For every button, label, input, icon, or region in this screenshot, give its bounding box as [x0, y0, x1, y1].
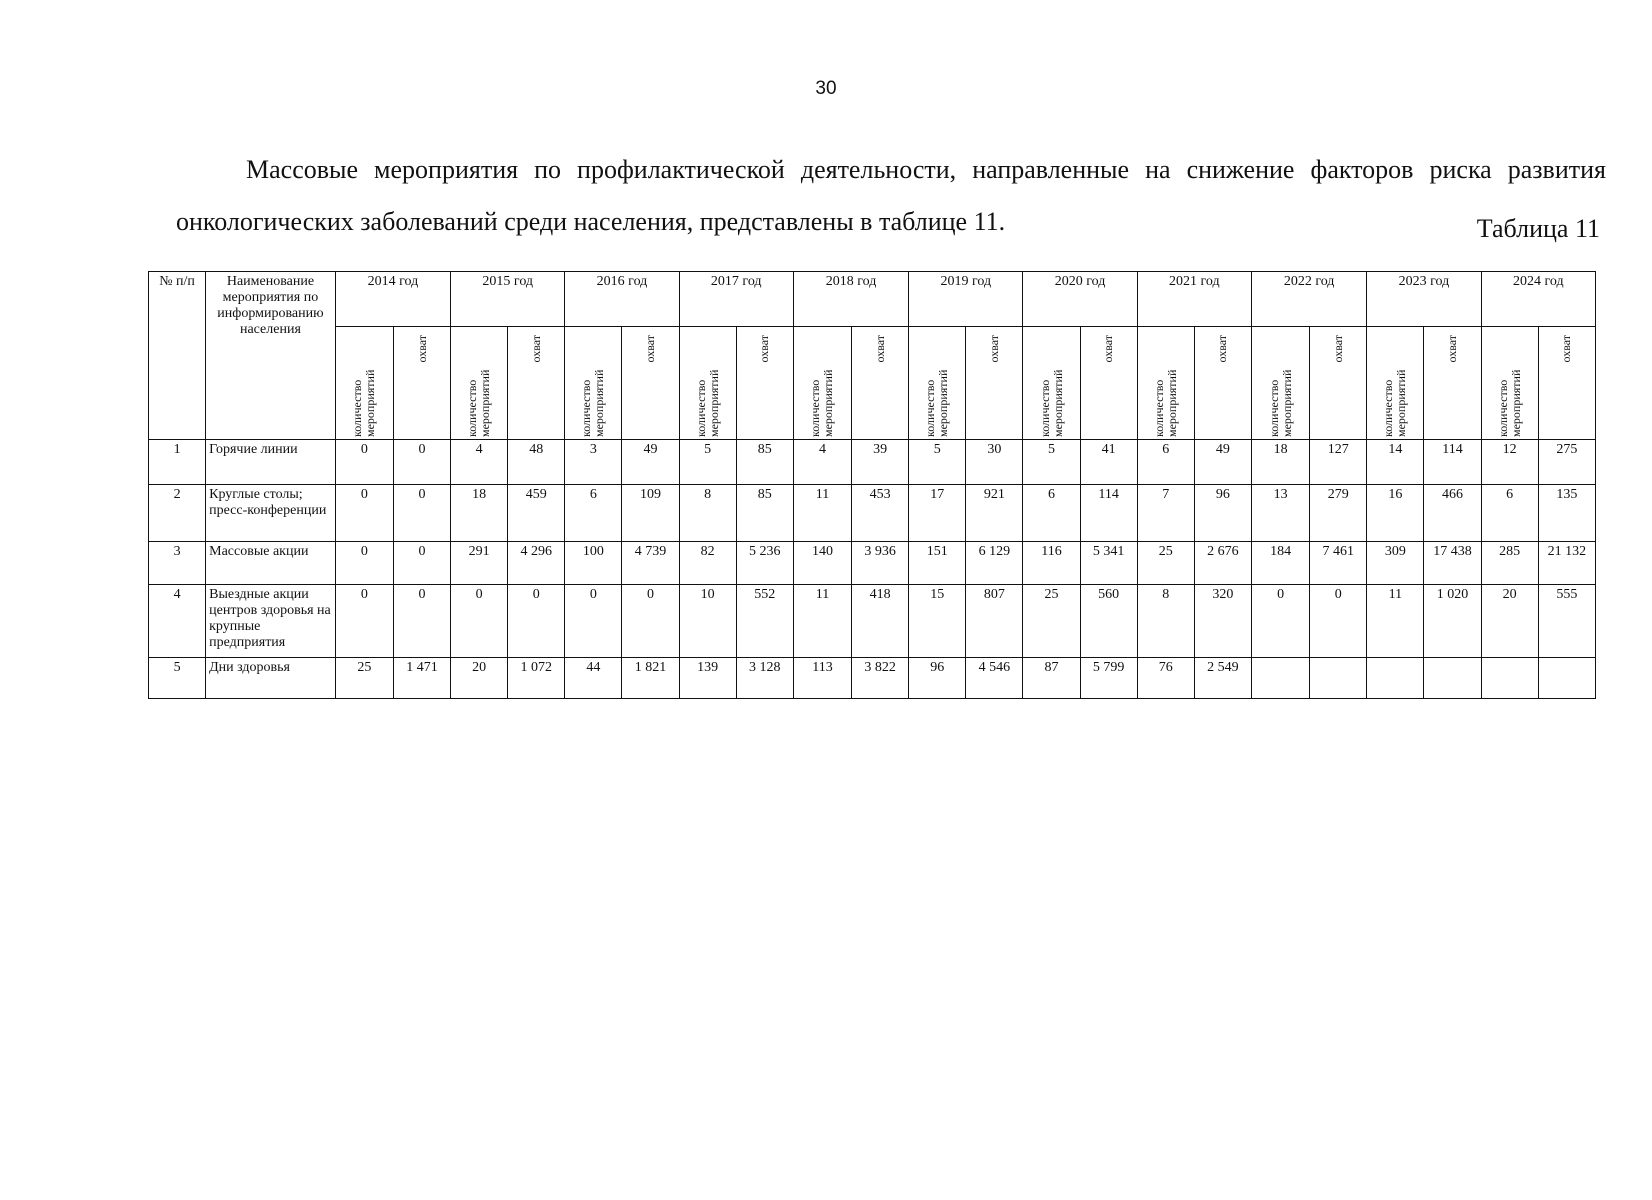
count-cell: 0	[335, 485, 393, 542]
reach-cell: 4 296	[508, 542, 565, 585]
reach-cell: 1 821	[622, 658, 679, 699]
count-subheader	[793, 327, 851, 440]
table-row	[149, 542, 1596, 585]
count-cell: 100	[565, 542, 622, 585]
count-subheader	[451, 327, 508, 440]
reach-cell: 4 546	[966, 658, 1023, 699]
count-cell: 4	[451, 440, 508, 485]
reach-cell: 85	[736, 440, 793, 485]
reach-cell: 921	[966, 485, 1023, 542]
row-name: Выездные акции центров здоровья на крупные предприятия	[206, 585, 336, 658]
year-header: 2021 год	[1137, 272, 1251, 327]
reach-subheader	[622, 327, 679, 440]
count-cell: 8	[1137, 585, 1194, 658]
reach-cell: 0	[393, 485, 450, 542]
count-cell: 6	[1481, 485, 1538, 542]
reach-cell: 30	[966, 440, 1023, 485]
subheader-label: количество мероприятий	[808, 369, 836, 437]
reach-cell: 135	[1538, 485, 1595, 542]
subheader-label: охват	[1444, 335, 1459, 363]
count-cell: 0	[565, 585, 622, 658]
count-cell: 7	[1137, 485, 1194, 542]
count-cell: 0	[451, 585, 508, 658]
subheader-label: охват	[1330, 335, 1345, 363]
count-cell: 12	[1481, 440, 1538, 485]
count-subheader	[335, 327, 393, 440]
count-subheader	[679, 327, 736, 440]
row-number: 4	[149, 585, 206, 658]
reach-subheader	[736, 327, 793, 440]
reach-subheader	[1424, 327, 1481, 440]
count-cell: 16	[1367, 485, 1424, 542]
count-cell: 6	[565, 485, 622, 542]
count-subheader	[909, 327, 966, 440]
col-number-header: № п/п	[149, 272, 206, 440]
reach-cell: 807	[966, 585, 1023, 658]
table-row	[149, 485, 1596, 542]
count-cell: 0	[335, 585, 393, 658]
reach-subheader	[966, 327, 1023, 440]
count-cell: 25	[1023, 585, 1080, 658]
count-cell: 25	[1137, 542, 1194, 585]
count-cell: 6	[1023, 485, 1080, 542]
reach-cell: 41	[1080, 440, 1137, 485]
reach-cell: 114	[1080, 485, 1137, 542]
year-header: 2019 год	[909, 272, 1023, 327]
subheader-label: охват	[986, 335, 1001, 363]
page-number: 30	[815, 78, 837, 99]
subheader-label: количество мероприятий	[1151, 369, 1179, 437]
count-cell: 76	[1137, 658, 1194, 699]
count-cell: 139	[679, 658, 736, 699]
reach-cell: 418	[852, 585, 909, 658]
count-cell: 116	[1023, 542, 1080, 585]
row-name: Круглые столы; пресс-конференции	[206, 485, 336, 542]
subheader-label: охват	[1215, 335, 1230, 363]
subheader-label: количество мероприятий	[579, 369, 607, 437]
subheader-label: количество мероприятий	[693, 369, 721, 437]
reach-cell: 320	[1194, 585, 1251, 658]
reach-cell	[1424, 658, 1481, 699]
reach-cell: 2 676	[1194, 542, 1251, 585]
reach-cell: 109	[622, 485, 679, 542]
subheader-label: охват	[757, 335, 772, 363]
year-header: 2017 год	[679, 272, 793, 327]
row-number: 3	[149, 542, 206, 585]
reach-cell: 21 132	[1538, 542, 1595, 585]
reach-cell: 85	[736, 485, 793, 542]
count-cell: 25	[335, 658, 393, 699]
count-cell: 309	[1367, 542, 1424, 585]
count-cell: 17	[909, 485, 966, 542]
reach-subheader	[393, 327, 450, 440]
count-cell: 0	[1251, 585, 1309, 658]
year-header: 2015 год	[451, 272, 565, 327]
subheader-label: охват	[1559, 335, 1574, 363]
intro-paragraph: Массовые мероприятия по профилактической деятельности, направленные на снижение факторов риска развития онкологических заболеваний среди населения, представлены в таблице 11.	[176, 155, 1606, 236]
events-table	[148, 271, 1596, 699]
count-cell: 20	[1481, 585, 1538, 658]
count-subheader	[1023, 327, 1080, 440]
year-header: 2023 год	[1367, 272, 1481, 327]
count-subheader	[565, 327, 622, 440]
count-subheader	[1251, 327, 1309, 440]
reach-cell: 275	[1538, 440, 1595, 485]
year-header: 2024 год	[1481, 272, 1595, 327]
table-row	[149, 658, 1596, 699]
reach-cell: 1 020	[1424, 585, 1481, 658]
reach-subheader	[852, 327, 909, 440]
subheader-label: количество мероприятий	[1266, 369, 1294, 437]
count-cell: 11	[793, 585, 851, 658]
reach-cell: 49	[1194, 440, 1251, 485]
count-cell: 44	[565, 658, 622, 699]
reach-cell: 1 072	[508, 658, 565, 699]
count-cell: 3	[565, 440, 622, 485]
subheader-label: охват	[528, 335, 543, 363]
reach-cell: 114	[1424, 440, 1481, 485]
count-cell: 0	[335, 542, 393, 585]
reach-cell: 3 128	[736, 658, 793, 699]
row-name: Массовые акции	[206, 542, 336, 585]
reach-cell: 0	[393, 542, 450, 585]
row-name: Горячие линии	[206, 440, 336, 485]
count-cell: 18	[1251, 440, 1309, 485]
reach-cell: 5 799	[1080, 658, 1137, 699]
col-name-header: Наименование мероприятия по информированию населения	[206, 272, 336, 440]
count-cell: 6	[1137, 440, 1194, 485]
reach-cell: 555	[1538, 585, 1595, 658]
year-header: 2020 год	[1023, 272, 1137, 327]
row-name: Дни здоровья	[206, 658, 336, 699]
count-cell: 140	[793, 542, 851, 585]
subheader-label: количество мероприятий	[1037, 369, 1065, 437]
reach-cell: 7 461	[1310, 542, 1367, 585]
reach-subheader	[508, 327, 565, 440]
count-cell: 8	[679, 485, 736, 542]
subheader-label: количество мероприятий	[1495, 369, 1523, 437]
row-number: 5	[149, 658, 206, 699]
subheader-label: количество мероприятий	[465, 369, 493, 437]
subheader-label: охват	[1101, 335, 1116, 363]
reach-cell: 49	[622, 440, 679, 485]
year-header: 2016 год	[565, 272, 679, 327]
count-cell: 5	[679, 440, 736, 485]
count-cell	[1367, 658, 1424, 699]
reach-cell: 5 341	[1080, 542, 1137, 585]
count-cell: 10	[679, 585, 736, 658]
row-number: 2	[149, 485, 206, 542]
reach-subheader	[1194, 327, 1251, 440]
reach-cell: 5 236	[736, 542, 793, 585]
reach-cell	[1538, 658, 1595, 699]
count-cell: 285	[1481, 542, 1538, 585]
subheader-label: охват	[872, 335, 887, 363]
row-number: 1	[149, 440, 206, 485]
count-cell: 82	[679, 542, 736, 585]
count-cell: 15	[909, 585, 966, 658]
count-subheader	[1137, 327, 1194, 440]
reach-cell: 466	[1424, 485, 1481, 542]
count-cell: 151	[909, 542, 966, 585]
count-cell: 4	[793, 440, 851, 485]
subheader-row	[149, 327, 1596, 440]
count-cell: 87	[1023, 658, 1080, 699]
reach-cell	[1310, 658, 1367, 699]
count-cell: 113	[793, 658, 851, 699]
year-header-row	[149, 272, 1596, 327]
count-cell: 0	[335, 440, 393, 485]
table-row	[149, 585, 1596, 658]
table-caption: Таблица 11	[1476, 214, 1600, 243]
count-cell: 20	[451, 658, 508, 699]
count-cell: 18	[451, 485, 508, 542]
count-cell	[1251, 658, 1309, 699]
reach-cell: 453	[852, 485, 909, 542]
reach-subheader	[1538, 327, 1595, 440]
reach-cell: 2 549	[1194, 658, 1251, 699]
year-header: 2018 год	[793, 272, 908, 327]
reach-subheader	[1310, 327, 1367, 440]
reach-cell: 0	[393, 440, 450, 485]
count-cell: 291	[451, 542, 508, 585]
count-cell: 11	[793, 485, 851, 542]
reach-cell: 3 936	[852, 542, 909, 585]
subheader-label: охват	[643, 335, 658, 363]
subheader-label: охват	[414, 335, 429, 363]
reach-cell: 4 739	[622, 542, 679, 585]
reach-cell: 3 822	[852, 658, 909, 699]
count-cell: 96	[909, 658, 966, 699]
count-cell: 11	[1367, 585, 1424, 658]
reach-cell: 127	[1310, 440, 1367, 485]
subheader-label: количество мероприятий	[1381, 369, 1409, 437]
reach-cell: 0	[622, 585, 679, 658]
count-cell	[1481, 658, 1538, 699]
count-cell: 184	[1251, 542, 1309, 585]
subheader-label: количество мероприятий	[923, 369, 951, 437]
reach-cell: 96	[1194, 485, 1251, 542]
reach-cell: 552	[736, 585, 793, 658]
count-cell: 5	[909, 440, 966, 485]
reach-cell: 0	[508, 585, 565, 658]
reach-cell: 48	[508, 440, 565, 485]
reach-cell: 0	[393, 585, 450, 658]
count-cell: 5	[1023, 440, 1080, 485]
reach-cell: 560	[1080, 585, 1137, 658]
count-cell: 14	[1367, 440, 1424, 485]
reach-cell: 39	[852, 440, 909, 485]
reach-cell: 1 471	[393, 658, 450, 699]
reach-cell: 0	[1310, 585, 1367, 658]
reach-subheader	[1080, 327, 1137, 440]
reach-cell: 279	[1310, 485, 1367, 542]
reach-cell: 17 438	[1424, 542, 1481, 585]
subheader-label: количество мероприятий	[350, 369, 378, 437]
count-subheader	[1367, 327, 1424, 440]
year-header: 2022 год	[1251, 272, 1366, 327]
count-cell: 13	[1251, 485, 1309, 542]
table-row	[149, 440, 1596, 485]
reach-cell: 459	[508, 485, 565, 542]
count-subheader	[1481, 327, 1538, 440]
reach-cell: 6 129	[966, 542, 1023, 585]
year-header: 2014 год	[335, 272, 450, 327]
